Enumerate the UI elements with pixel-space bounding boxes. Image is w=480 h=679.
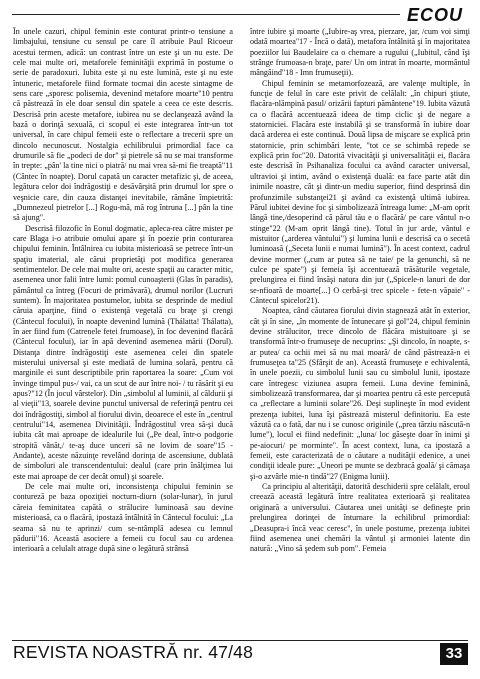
paragraph: între iubire şi moarte („Iubire-aş vrea, pierzare, jar, /cum voi simţi odată moartea"17 - Încă o dată), metafora întâlnită şi în majoritatea poeziilor lui Baudelaire ca o chemare a rugului („Iubitul, când îşi strânge frumoasa-n braţe, pare/ Un om intrat în moarte, mormântul mângâind"18 - Imn frumuseţii).	[250, 27, 470, 78]
paragraph: De cele mai multe ori, inconsistenţa chipului feminin se contureză pe baza opoziţiei nocturn-diurn (solar-lunar), în jurul căreia feminitatea capătă o strălucire luminoasă sau devine misterioasă, ca o flacără, ipostază întâlnită în Cântecul focului: „La seama să nu te aprinzi/ cum se-ntâmplă adesea cu lemnul pădurii"16. Această asociere a femeii cu focul sau cu ardenea interioară a celulalt atrage după sine o legătură strânsă	[13, 482, 233, 554]
logo-text: ECOU	[406, 5, 463, 25]
left-column	[13, 27, 233, 637]
magazine-logo	[400, 3, 470, 27]
footer-title: REVISTA NOASTRĂ nr. 47/48	[13, 642, 254, 662]
paragraph: Descrisă filozofic în Eonul dogmatic, apleca-rea către mister pe care Blaga i-o atribuie omului apare şi în poezie prin conturarea chipului feminin. Întâlnirea cu iubita misterioasă se petrece într-un spaţiu imaterial, ale cărui proprietăţi pot modifica generarea sentimentelor. De cele mai multe ori, aceste spaţii au caracter mitic, asemenea unor falii între lumi: pomul cunoaşterii (Glas în paradis), pământul ca întreg (Focuri de primăvară), drumul norilor (Lucruri suntem). În majoritatea postumelor, iubita se desprinde de mediul căruia aparţine, fiind o existenţă vegetală cu braţe şi crengi (Cântecul focului), în noapte devenind lumină (Thálatta! Thálatta), în aer fiind fum (Catrenele fetei frumoase), în foc devenind flacără (Cântecul focului), iar în apă devenind asemenea mării (Dorul). Distanţa dintre îndrăgostiţi este asemenea celei din spatele misterului universal şi este mediată de lumina solară, pentru că marginile ei sunt descriptibile prin raportarea la soare: „Cum voi învinge timpul pus-/ vai, ca un scut de aur între noi- / tu răsărit şi eu apus?"12 (În jocul vârstelor). Din „simbolul al luminii, al căldurii şi al vieţii"13, soarele devine punctul universal de referinţă pentru cei doi îndrăgostiţi, simbol al fiorului divin, deoarece el este în „centrul centrului"14, asemenea Divinităţii. Îndrăgostitul vrea să-şi ducă iubita cât mai aproape de idealurile lui („Pe deal, într-o podgorie stropită vânăt,/ te-aş duce unceri să ne lovim de soare"15 - Andante), aceste năzuinţe revelând dorinţa de ascensiune, dublată de simboluri ale transcendentului: dealul (care prin înălţimea lui este mai aproape de cer decât omul) şi soarele.	[13, 223, 233, 481]
right-column	[250, 27, 470, 637]
paragraph: În unele cazuri, chipul feminin este conturat printr-o tensiune a limbajului, tensiune cu sensul pe care îl atribuie Paul Ricoeur acestui termen, adică: un contrast între un este şi un nu este. De cele mai multe ori, metaforele feminităţii exprimă în postume o serie de paradoxuri. Iubita este şi nu este lumină, este şi nu este întuneric, metaforele fiind formate tocmai din aceste sintagme de sens care „sporesc polisemia, devenind metafore moarte"10 pentru că păstrează în ele doar sensul din spatele a ceea ce este descris. Descrisă prin aceste metafore, iubirea nu se declanşează având la bază o dorinţă sexuală, ci scopul ei este integrarea într-un tot universal, în care chipul femeii este o reflectare a trecerii spre un dincolo necunoscut. Nostalgia echilibrului primordial face ca drumurile să fie „podeci de dor" şi pietrele să nu se mai transforme în trepte: „pân' la tine nici o piatră/ nu mai vrea să-mi fie treaptă"11 (Cântec în noapte). Dorul capată un caracter metafizic şi, de aceea, legătura celor doi îndrăgostiţi e desăvârşită prin drumul lor spre o veşnicie care, din cauza distanţei inevitabile, rămâne împietrită: „Dumnezeul pietrelor [...] Rogu-mă, mă rog întruna [...] pân la tine să ajung".	[13, 27, 233, 223]
paragraph: Chipul feminin se metamorfozează, are valenţe multiple, în funcţie de felul în care este privit de celălalt: „în chipuri ştiute, flacăra-nlămpină pasul/ orizării fapturi pământene"19. Iubita văzută ca o flacără accentuează ideea de timp ciclic şi de negare a statorniciei. Flacăra este instabilă şi se transformă în iubire doar dacă arderea ei este continuă. Două lipsa de mişcare se explică prin statornicie, prin schimbări lente, "tot ce se schimbă repede se explică prin foc"20. Datorită vivacităţii şi universalităţii ei, flacăra este descrisă în Psihanaliza focului ca având caracter universal, ultravioi şi intim, având o existenţă duală: ea face parte atât din inimile noastre, cât şi dintr-un mediu superior, fiind desprinsă din profunzimile substanţei21 şi având ca existenţă ultimă iubirea. Părul iubitei devine foc şi simbolizează întreaga lume: „M-am oprit lângă tine,/desoperind că părul tău e o flacără/ pe care vântul n-o stinge"22 (M-am oprit lângă tine). Totul în jur arde, vântul e mistuitor („arderea vântului") şi lumina lunii e descrisă ca o secetă luminoasă („Seceta lunii e numai lumină"). În acest context, cadrul devine mormer („cum ar putea să ne taie/ pe la genunchi, să ne culce pe spate") şi femeia îşi accentuează trăsăturile vegetale, prelungirea ei fiind însăşi natura din jur („Spicele-n lanuri de dor se-nfioară de moarte[...] O cerbă-şi trec spicele - fete-n văpaie" - Cântecul spicelor21).	[250, 78, 470, 305]
paragraph: Noaptea, când căutarea fiorului divin stagnează atât în exterior, cât şi în sine, „în momente de întunecare şi gol"24, chipul feminin devine strălucitor, trece dincolo de flăcăra mistuitoare şi se transformă într-o frumuseţe de necuprins: „Şi dincolo, în noapte, s-ar putea/ ca ochii mei să nu mai moară/ de când păstrează-n ei frumuseţea ta"25 (Sfârşit de an). Această frumuseţe e echivalentă, în unele poezii, cu simbolul lunii sau cu simbolul lunii, ipostaze care întregesc viziunea asupra femeii. Luna devine feminină, simbolizează transformarea, dar şi moartea pentru că este percepută ca „reflectare a luminii solare"26. Deşi suplineşte în mod evident prezenţa iubitei, luna îşi păstrează misterul definitoriu. Ea este văzută ca o fată, dar nu i se cunosc originile („prea tărziu născută-n lume"), locul ei fiind nedefinit: „luna/ loc găseşte doar în inimi şi pe-aiocuri/ pe morminte". În acest context, luna, ca ipostază a femeii, este caracterizată de o căutare a nudităţii edenice, a unei condiţii ideale pure: „Uneori pe munte se dezbracă goală/ şi cămaşa şi-o azvârle mie-n tindă"27 (Enigma lunii).	[250, 306, 470, 481]
footer-rule	[12, 640, 468, 641]
paragraph: Ca principiu al alterităţii, datorită deschiderii spre celălalt, eroul creează această legătură între realitatea exterioară şi realitatea originară a universului. Căutarea unei unităţi se defineşte prin prelungirea dorinţei de înturnare la echilibrul primordial: „Deasupra-i încă veac ceresc", în unele postume, prezenţa iubitei fiind asemenea unei chemări la vântul şi armoniei latente din natură: „Vino să şedem sub pom". Femeia	[250, 482, 470, 554]
page-number: 33	[440, 643, 468, 665]
